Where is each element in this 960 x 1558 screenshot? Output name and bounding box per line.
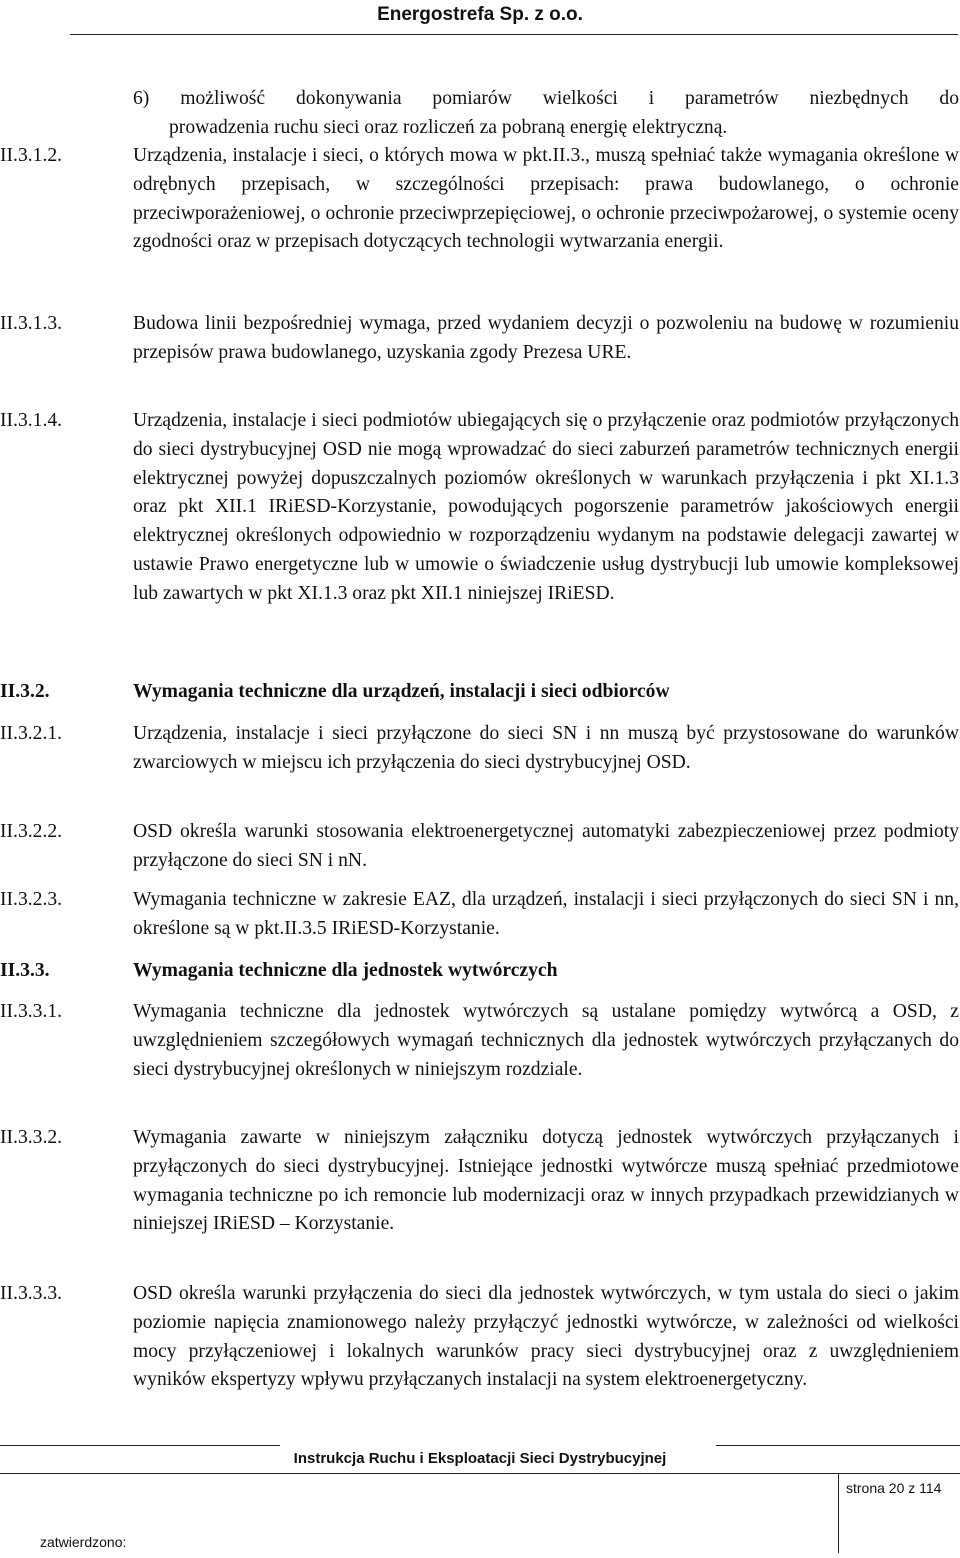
section-number: II.3.1.4. xyxy=(0,410,63,431)
section-text: Urządzenia, instalacje i sieci, o których mowa w pkt.II.3., muszą spełniać także wymagania określone w odrębnych przepisach, w szczególności przepisach: prawa budowlanego, o ochronie przeciwporażeniowej, o ochronie przeciwprzepięciowej, o ochronie przeciwpożarowej, o systemie oceny zgodności oraz w przepisach dotyczących technologii wytwarzania energii. xyxy=(133,145,959,253)
footer-rule xyxy=(0,1473,960,1474)
section-number: II.3.2.1. xyxy=(0,723,63,744)
page-number: strona 20 z 114 xyxy=(846,1480,942,1496)
section-text: OSD określa warunki przyłączenia do sieci dla jednostek wytwórczych, w tym ustala do sieci o jakim poziomie napięcia znamionowego należy przyłączyć jednostki wytwórcze, w zależności od wielkości mocy przyłączeniowej i lokalnych warunków pracy sieci dystrybucyjnej oraz z uwzględnieniem wyników ekspertyzy wpływu przyłączanych instalacji na system elektroenergetyczny. xyxy=(133,1283,959,1391)
footer-title: Instrukcja Ruchu i Eksploatacji Sieci Dystrybucyjnej xyxy=(293,1450,667,1467)
section-number: II.3.3.2. xyxy=(0,1127,63,1148)
footer-divider xyxy=(838,1473,839,1553)
section-heading: Wymagania techniczne dla urządzeń, instalacji i sieci odbiorców xyxy=(133,681,670,702)
section-number: II.3.1.3. xyxy=(0,313,63,334)
section-number: II.3.3. xyxy=(0,960,50,981)
section-heading: Wymagania techniczne dla jednostek wytwórczych xyxy=(133,960,558,981)
item-6-line1: 6) możliwość dokonywania pomiarów wielkości i parametrów niezbędnych do xyxy=(133,88,959,109)
item-6 xyxy=(0,85,960,145)
section-text: OSD określa warunki stosowania elektroenergetycznej automatyki zabezpieczeniowej przez podmioty przyłączone do sieci SN i nN. xyxy=(133,821,959,871)
section-number: II.3.1.2. xyxy=(0,145,63,166)
footer-rule-left xyxy=(0,1445,280,1446)
section-text: Budowa linii bezpośredniej wymaga, przed wydaniem decyzji o pozwoleniu na budowę w rozumieniu przepisów prawa budowlanego, uzyskania zgody Prezesa URE. xyxy=(133,313,959,363)
approved-label: zatwierdzono: xyxy=(40,1534,127,1550)
header-company: Energostrefa Sp. z o.o. xyxy=(377,4,583,25)
section-text: Wymagania zawarte w niniejszym załączniku dotyczą jednostek wytwórczych przyłączanych i przyłączonych do sieci dystrybucyjnej. Istniejące jednostki wytwórcze muszą spełniać przedmiotowe wymagania techniczne po ich remoncie lub modernizacji oraz w innych przypadkach przewidzianych w niniejszej IRiESD – Korzystanie. xyxy=(133,1127,959,1235)
section-number: II.3.3.3. xyxy=(0,1283,63,1304)
section-text: Wymagania techniczne w zakresie EAZ, dla urządzeń, instalacji i sieci przyłączonych do sieci SN i nn, określone są w pkt.II.3.5 IRiESD-Korzystanie. xyxy=(133,889,959,939)
section-text: Urządzenia, instalacje i sieci podmiotów ubiegających się o przyłączenie oraz podmiotów przyłączonych do sieci dystrybucyjnej OSD nie mogą wprowadzać do sieci zaburzeń parametrów technicznych energii elektrycznej powyżej dopuszczalnych poziomów określonych w warunkach przyłączenia i pkt XI.1.3 oraz pkt XII.1 IRiESD-Korzystanie, powodujących pogorszenie parametrów jakościowych energii elektrycznej określonych odpowiednio w rozporządzeniu wydanym na podstawie delegacji zawartej w ustawie Prawo energetyczne lub w umowie o świadczenie usług dystrybucji lub umowie kompleksowej lub zawartych w pkt XI.1.3 oraz pkt XII.1 niniejszej IRiESD. xyxy=(133,410,959,604)
section-number: II.3.3.1. xyxy=(0,1001,63,1022)
section-number: II.3.2.2. xyxy=(0,821,63,842)
header-rule xyxy=(70,34,958,35)
section-number: II.3.2. xyxy=(0,681,50,702)
section-number: II.3.2.3. xyxy=(0,889,63,910)
item-6-line2: prowadzenia ruchu sieci oraz rozliczeń za pobraną energię elektryczną. xyxy=(169,116,728,138)
section-text: Wymagania techniczne dla jednostek wytwórczych są ustalane pomiędzy wytwórcą a OSD, z uwzględnieniem szczegółowych wymagań technicznych dla jednostek wytwórczych przyłączanych do sieci dystrybucyjnej określonych w niniejszym rozdziale. xyxy=(133,1001,959,1080)
section-text: Urządzenia, instalacje i sieci przyłączone do sieci SN i nn muszą być przystosowane do warunków zwarciowych w miejscu ich przyłączenia do sieci dystrybucyjnej OSD. xyxy=(133,723,959,773)
footer-rule-right xyxy=(716,1445,960,1446)
